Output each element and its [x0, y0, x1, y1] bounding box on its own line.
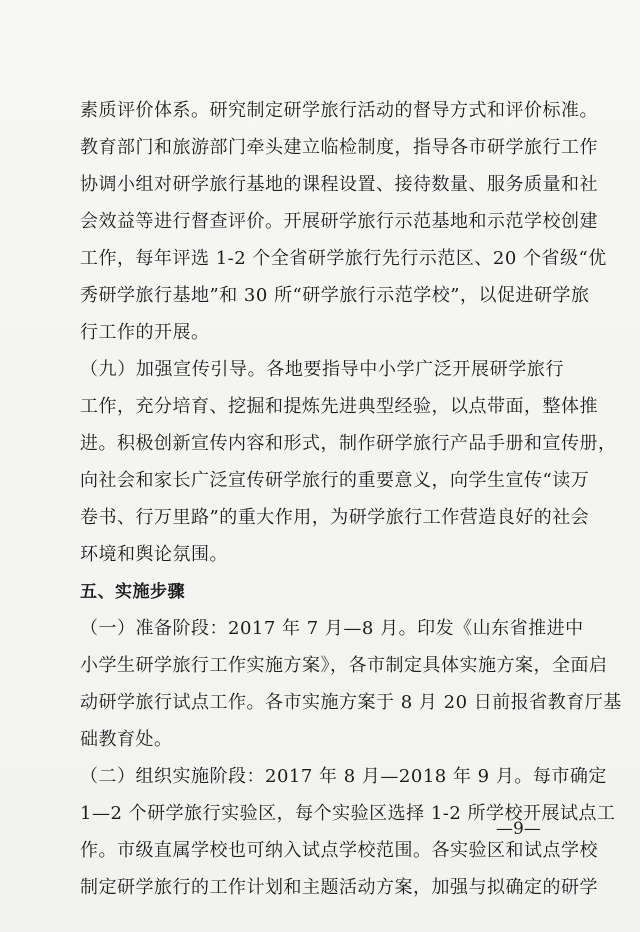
paragraph-line: 行工作的开展。 — [80, 322, 210, 343]
paragraph-line: 1—2 个研学旅行实验区，每个实验区选择 1-2 所学校开展试点工 — [80, 803, 616, 824]
paragraph-line: 会效益等进行督查评价。开展研学旅行示范基地和示范学校创建 — [80, 211, 598, 232]
paragraph-line: 素质评价体系。研究制定研学旅行活动的督导方式和评价标准。 — [80, 100, 598, 121]
section-heading: 五、实施步骤 — [80, 582, 185, 602]
paragraph-line: 制定研学旅行的工作计划和主题活动方案，加强与拟确定的研学 — [80, 877, 598, 898]
paragraph-line: 工作，充分培育、挖掘和提炼先进典型经验，以点带面，整体推 — [80, 396, 598, 417]
paragraph-line: 进。积极创新宣传内容和形式，制作研学旅行产品手册和宣传册， — [80, 433, 617, 454]
paragraph-line: （一）准备阶段：2017 年 7 月—8 月。印发《山东省推进中 — [80, 618, 584, 639]
paragraph-line: 教育部门和旅游部门牵头建立临检制度，指导各市研学旅行工作 — [80, 137, 598, 158]
paragraph-line: 协调小组对研学旅行基地的课程设置、接待数量、服务质量和社 — [80, 174, 598, 195]
paragraph-line: 础教育处。 — [80, 729, 173, 750]
paragraph-line: （二）组织实施阶段：2017 年 8 月—2018 年 9 月。每市确定 — [80, 766, 607, 787]
paragraph-line: 小学生研学旅行工作实施方案》，各市制定具体实施方案，全面启 — [80, 655, 608, 676]
paragraph-line: （九）加强宣传引导。各地要指导中小学广泛开展研学旅行 — [80, 359, 564, 380]
paragraph-line: 向社会和家长广泛宣传研学旅行的重要意义，向学生宣传“读万 — [80, 470, 590, 491]
paragraph-line: 秀研学旅行基地”和 30 所“研学旅行示范学校”，以促进研学旅 — [80, 285, 590, 306]
paragraph-line: 动研学旅行试点工作。各市实施方案于 8 月 20 日前报省教育厅基 — [80, 692, 622, 713]
paragraph-line: 卷书、行万里路”的重大作用，为研学旅行工作营造良好的社会 — [80, 507, 590, 528]
page-number: —9— — [496, 819, 541, 839]
paragraph-line: 环境和舆论氛围。 — [80, 544, 228, 565]
paragraph-line: 工作，每年评选 1-2 个全省研学旅行先行示范区、20 个省级“优 — [80, 248, 607, 269]
paragraph-line: 作。市级直属学校也可纳入试点学校范围。各实验区和试点学校 — [80, 840, 598, 861]
